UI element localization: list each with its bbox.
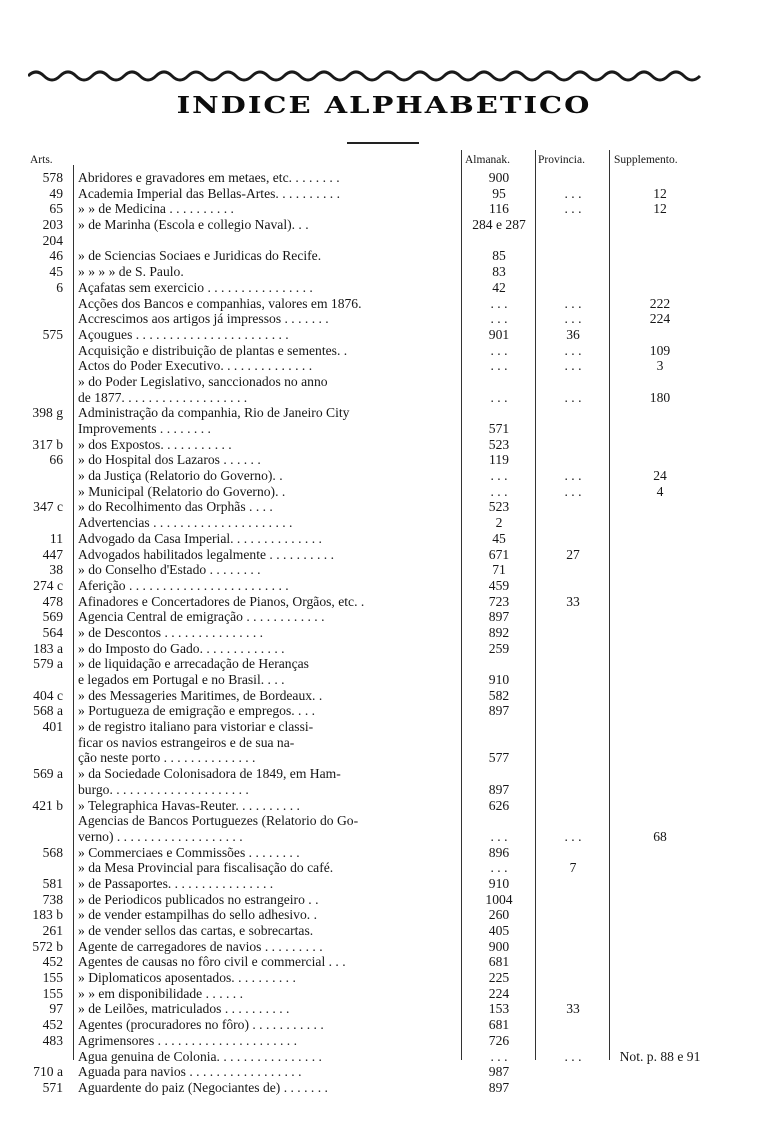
provincia-page: . . . [564,295,582,311]
entry-description: Agentes (procuradores no fôro) . . . . . . . . . . . [78,1017,324,1033]
entry-description: » do Poder Legislativo, sanccionados no anno [78,373,328,389]
almanak-page: 523 [488,436,510,452]
provincia-page: 7 [569,860,577,876]
provincia-page: . . . [564,342,582,358]
index-row [0,750,768,766]
article-number: 183 b [32,907,63,923]
almanak-page: 582 [488,687,510,703]
almanak-page: 681 [488,1017,510,1033]
index-row [0,343,768,359]
entry-description: Advogado da Casa Imperial. . . . . . . . . . . . . . [78,530,322,546]
entry-description: burgo. . . . . . . . . . . . . . . . . . . . . [78,781,249,797]
almanak-page: 45 [492,530,506,546]
almanak-page: 284 e 287 [472,217,526,233]
article-number: 66 [49,452,63,468]
provincia-page: 36 [566,326,580,342]
almanak-page: 83 [492,264,506,280]
almanak-page: 577 [488,750,510,766]
entry-description: » » » » de S. Paulo. [78,264,184,280]
header-almanak: Almanak. [465,154,511,166]
article-number: 45 [49,264,63,280]
supplemento-page: 3 [656,358,664,374]
index-row [0,1064,768,1080]
entry-description: » » de Medicina . . . . . . . . . . [78,201,234,217]
almanak-page: 900 [488,938,510,954]
article-number: 571 [42,1079,63,1095]
entry-description: » de registro italiano para vistoriar e classi- [78,719,314,735]
index-row [0,248,768,264]
index-row [0,1080,768,1096]
article-number: 575 [42,326,63,342]
almanak-page: 897 [488,609,510,625]
index-row [0,860,768,876]
index-row [0,311,768,327]
entry-description: » Telegraphica Havas-Reuter. . . . . . . . . . [78,797,300,813]
index-table [0,170,768,1096]
index-row [0,766,768,782]
almanak-page: . . . [490,860,508,876]
article-number: 6 [56,279,63,295]
title-underline [347,142,419,144]
entry-description: » de vender estampilhas do sello adhesivo. . [78,907,317,923]
almanak-page: 95 [492,185,506,201]
almanak-page: . . . [490,311,508,327]
index-row [0,735,768,751]
article-number: 155 [42,970,63,986]
index-row [0,594,768,610]
entry-description: ficar os navios estrangeiros e de sua na- [78,734,295,750]
index-row [0,656,768,672]
almanak-page: 901 [488,326,510,342]
index-row [0,390,768,406]
article-number: 261 [42,923,63,938]
entry-description: » de Sciencias Sociaes e Juridicas do Recife. [78,248,322,264]
article-number: 421 b [32,797,63,813]
entry-description: Agentes de causas no fôro civil e commercial . . . [78,954,346,970]
index-row [0,703,768,719]
entry-description: Advogados habilitados legalmente . . . . . . . . . . [78,546,334,562]
entry-description: Açafatas sem exercicio . . . . . . . . . . . . . . . . [78,279,313,295]
supplemento-page: 180 [649,389,671,405]
almanak-page: 900 [488,170,510,185]
almanak-page: 119 [489,452,509,468]
index-row [0,499,768,515]
index-row [0,264,768,280]
index-row [0,452,768,468]
almanak-page: . . . [490,1048,508,1064]
index-row [0,547,768,563]
almanak-page: 116 [489,201,509,217]
index-row [0,907,768,923]
supplemento-page: 4 [656,483,664,499]
supplemento-page: 224 [649,311,671,327]
article-number: 398 g [32,405,63,421]
almanak-page: 723 [488,593,510,609]
index-row [0,327,768,343]
index-row [0,484,768,500]
entry-description: Academia Imperial das Bellas-Artes. . . . . . . . . . [78,185,340,201]
article-number: 452 [42,954,63,970]
article-number: 155 [42,985,63,1001]
article-number: 274 c [33,577,63,593]
index-row [0,641,768,657]
index-row [0,201,768,217]
index-row [0,798,768,814]
article-number: 97 [49,1001,63,1017]
entry-description: verno) . . . . . . . . . . . . . . . . . . . [78,828,243,844]
index-row [0,217,768,233]
almanak-page: 681 [488,954,510,970]
entry-description: » » em disponibilidade . . . . . . [78,985,243,1001]
almanak-page: . . . [490,358,508,374]
index-row [0,374,768,390]
provincia-page: . . . [564,185,582,201]
entry-description: Agente de carregadores de navios . . . . . . . . . [78,938,323,954]
provincia-page: . . . [564,311,582,327]
almanak-page: 224 [488,985,510,1001]
article-number: 65 [49,201,63,217]
index-row [0,719,768,735]
entry-description: Agrimensores . . . . . . . . . . . . . . . . . . . . . [78,1032,297,1048]
entry-description: » de Marinha (Escola e collegio Naval). . . [78,217,309,233]
index-row [0,782,768,798]
article-number: 579 a [33,656,63,672]
entry-description: Acquisição e distribuição de plantas e sementes. . [78,342,348,358]
entry-description: Agencias de Bancos Portuguezes (Relatorio do Go- [78,813,359,829]
entry-description: » de Passaportes. . . . . . . . . . . . . . . . [78,875,274,891]
index-row [0,296,768,312]
almanak-page: 260 [488,907,510,923]
article-number: 483 [42,1032,63,1048]
entry-description: » do Hospital dos Lazaros . . . . . . [78,452,261,468]
provincia-page: 33 [566,593,580,609]
supplemento-page: Not. p. 88 e 91 [619,1048,701,1064]
index-row [0,562,768,578]
entry-description: Afinadores e Concertadores de Pianos, Orgãos, etc. . [78,593,365,609]
entry-description: » de Leilões, matriculados . . . . . . . . . . [78,1001,290,1017]
provincia-page: . . . [564,1048,582,1064]
decorative-wavy-rule [28,62,704,84]
index-row [0,186,768,202]
entry-description: Agencia Central de emigração . . . . . . . . . . . . [78,609,325,625]
index-row [0,170,768,186]
entry-description: » Municipal (Relatorio do Governo). . [78,483,286,499]
supplemento-page: 12 [653,201,667,217]
almanak-page: . . . [490,828,508,844]
entry-description: Accrescimos aos artigos já impressos . . . . . . . [78,311,329,327]
index-row [0,688,768,704]
index-row [0,892,768,908]
entry-description: » Commerciaes e Commissões . . . . . . . . [78,844,300,860]
article-number: 564 [42,624,63,640]
header-supplemento: Supplemento. [614,154,678,166]
index-row [0,845,768,861]
almanak-page: . . . [490,295,508,311]
almanak-page: 259 [488,640,510,656]
almanak-page: 896 [488,844,510,860]
almanak-page: 523 [488,499,510,515]
article-number: 317 b [32,436,63,452]
article-number: 568 a [33,703,63,719]
index-row [0,1033,768,1049]
almanak-page: 459 [488,577,510,593]
entry-description: Aguada para navios . . . . . . . . . . . . . . . . . [78,1064,302,1080]
article-number: 572 b [32,938,63,954]
article-number: 404 c [33,687,63,703]
almanak-page: 71 [492,562,506,578]
entry-description: Actos do Poder Executivo. . . . . . . . . . . . . . [78,358,313,374]
index-row [0,954,768,970]
entry-description: » de liquidação e arrecadação de Heranças [78,656,309,672]
entry-description: Aferição . . . . . . . . . . . . . . . . . . . . . . . . [78,577,289,593]
provincia-page: 27 [566,546,580,562]
entry-description: » de vender sellos das cartas, e sobrecartas. [78,923,314,938]
almanak-page: 897 [488,1079,510,1095]
index-row [0,468,768,484]
almanak-page: 987 [488,1064,510,1080]
article-number: 204 [42,232,63,248]
supplemento-page: 68 [653,828,667,844]
almanak-page: . . . [490,389,508,405]
supplemento-page: 222 [649,295,671,311]
almanak-page: . . . [490,468,508,484]
entry-description: e legados em Portugal e no Brasil. . . . [78,672,285,687]
provincia-page: . . . [564,828,582,844]
almanak-page: 910 [488,875,510,891]
entry-description: » do Conselho d'Estado . . . . . . . . [78,562,261,578]
index-row [0,829,768,845]
page-title: INDICE ALPHABETICO [176,91,592,119]
almanak-page: 910 [488,672,510,687]
index-row [0,1049,768,1065]
article-number: 578 [42,170,63,185]
almanak-page: . . . [490,342,508,358]
article-number: 401 [42,719,63,735]
entry-description: » do Recolhimento das Orphãs . . . . [78,499,273,515]
entry-description: » dos Expostos. . . . . . . . . . . [78,436,232,452]
entry-description: Açougues . . . . . . . . . . . . . . . . . . . . . . . [78,326,289,342]
almanak-page: 85 [492,248,506,264]
article-number: 452 [42,1017,63,1033]
article-number: 347 c [33,499,63,515]
almanak-page: 1004 [485,891,513,907]
index-row [0,672,768,688]
entry-description: Administração da companhia, Rio de Janeiro City [78,405,350,421]
article-number: 738 [42,891,63,907]
supplemento-page: 12 [653,185,667,201]
index-row [0,437,768,453]
almanak-page: 153 [488,1001,510,1017]
almanak-page: 726 [488,1032,510,1048]
almanak-page: 2 [495,515,503,531]
index-row [0,923,768,939]
provincia-page: . . . [564,389,582,405]
entry-description: Acções dos Bancos e companhias, valores em 1876. [78,295,362,311]
article-number: 478 [42,593,63,609]
index-row [0,405,768,421]
almanak-page: 671 [488,546,510,562]
index-row [0,578,768,594]
index-row [0,1001,768,1017]
index-row [0,280,768,296]
entry-description: » de Descontos . . . . . . . . . . . . . . . [78,624,264,640]
index-row [0,813,768,829]
provincia-page: 33 [566,1001,580,1017]
article-number: 11 [49,530,63,546]
index-row [0,625,768,641]
entry-description: » Portugueza de emigração e empregos. . . . [78,703,316,719]
entry-description: » des Messageries Maritimes, de Bordeaux. . [78,687,323,703]
entry-description: » Diplomaticos aposentados. . . . . . . . . . [78,970,296,986]
index-row [0,531,768,547]
index-row [0,1017,768,1033]
entry-description: Advertencias . . . . . . . . . . . . . . . . . . . . . [78,515,293,531]
provincia-page: . . . [564,358,582,374]
entry-description: ção neste porto . . . . . . . . . . . . . . [78,750,256,766]
article-number: 38 [49,562,63,578]
article-number: 46 [49,248,63,264]
article-number: 710 a [33,1064,63,1080]
index-row [0,233,768,249]
article-number: 447 [42,546,63,562]
almanak-page: 892 [488,624,510,640]
almanak-page: 626 [488,797,510,813]
index-row [0,876,768,892]
almanak-page: 405 [488,923,510,938]
entry-description: » da Justiça (Relatorio do Governo). . [78,468,283,484]
provincia-page: . . . [564,483,582,499]
article-number: 569 a [33,766,63,782]
almanak-page: 897 [488,781,510,797]
header-arts: Arts. [30,154,53,166]
index-row [0,939,768,955]
almanak-page: . . . [490,483,508,499]
entry-description: » da Mesa Provincial para fiscalisação do café. [78,860,334,876]
index-row [0,421,768,437]
provincia-page: . . . [564,468,582,484]
almanak-page: 225 [488,970,510,986]
article-number: 568 [42,844,63,860]
entry-description: » da Sociedade Colonisadora de 1849, em Ham- [78,766,341,782]
article-number: 183 a [33,640,63,656]
article-number: 203 [42,217,63,233]
almanak-page: 42 [492,279,506,295]
entry-description: Improvements . . . . . . . . [78,421,211,436]
article-number: 569 [42,609,63,625]
index-row [0,986,768,1002]
entry-description: » do Imposto do Gado. . . . . . . . . . . . . [78,640,285,656]
supplemento-page: 24 [653,468,667,484]
entry-description: de 1877. . . . . . . . . . . . . . . . . . . [78,389,248,405]
index-row [0,970,768,986]
entry-description: Aguardente do paiz (Negociantes de) . . . . . . . [78,1079,328,1095]
almanak-page: 897 [488,703,510,719]
header-provincia: Provincia. [538,154,585,166]
supplemento-page: 109 [649,342,671,358]
index-row [0,358,768,374]
entry-description: » de Periodicos publicados no estrangeiro . . [78,891,319,907]
index-row [0,609,768,625]
article-number: 581 [42,875,63,891]
article-number: 49 [49,185,63,201]
index-row [0,515,768,531]
entry-description: Agua genuina de Colonia. . . . . . . . . . . . . . . . [78,1048,322,1064]
almanak-page: 571 [488,421,510,436]
provincia-page: . . . [564,201,582,217]
entry-description: Abridores e gravadores em metaes, etc. . . . . . . . [78,170,340,185]
